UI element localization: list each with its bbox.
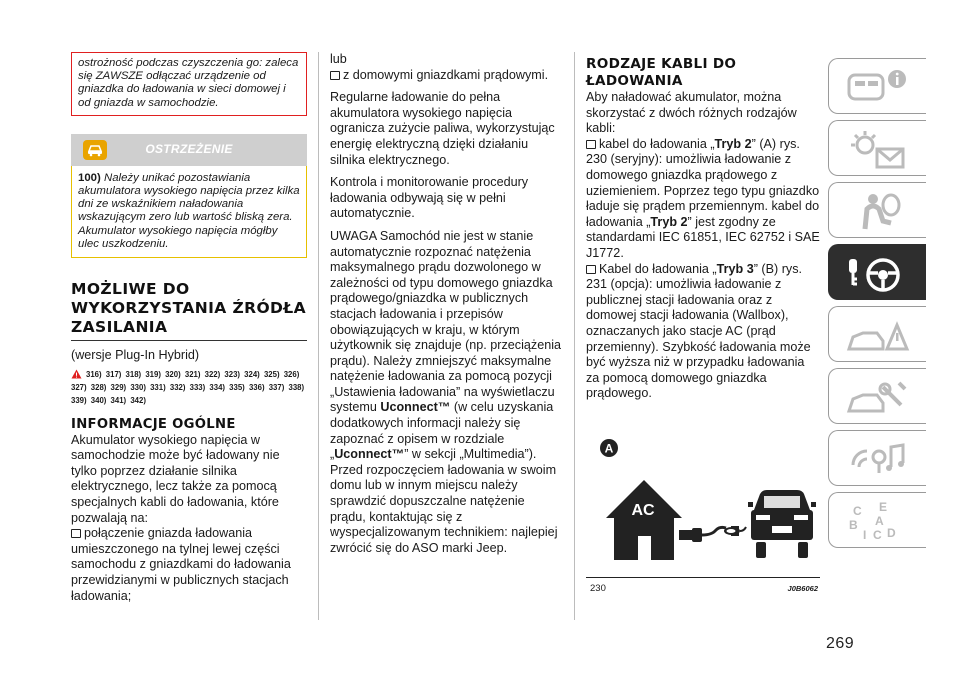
- car-rear-icon: [748, 490, 816, 558]
- list-item-text: z domowymi gniazdkami prądowymi.: [343, 67, 549, 82]
- list-item: [586, 262, 820, 402]
- warning-number: 100): [78, 171, 101, 184]
- section-heading: RODZAJE KABLI DO ŁADOWANIA: [586, 56, 737, 89]
- warning-triangle-icon: [71, 369, 82, 379]
- list-item-text: ” (A) rys. 230 (seryjny): umożliwia ładowanie z domowego gniazdka prądowego z uziemieniem. Poprzez tego typu gniazdko ładuje się prądem przemiennym. kabel do ładowania „: [586, 136, 820, 229]
- paragraph-text: (w celu uzyskania dodatkowych informacji należy się zapoznać z opisem w rozdziale „: [330, 400, 554, 462]
- paragraph: [330, 229, 562, 556]
- safety-airbag-icon: [843, 189, 913, 233]
- charging-cable-icon: [679, 526, 746, 542]
- caution-note-box: [71, 52, 307, 116]
- starting-driving-icon: [843, 251, 913, 295]
- mode-term: Tryb 2: [650, 214, 688, 229]
- tab-safety[interactable]: [828, 182, 926, 238]
- figure-caption: [586, 578, 820, 594]
- dashboard-info-icon: [843, 65, 913, 109]
- list-item: [330, 68, 562, 84]
- svg-text:E: E: [879, 500, 888, 514]
- svg-text:C: C: [853, 504, 862, 518]
- service-maintenance-icon: [843, 375, 913, 419]
- list-item-text: kabel do ładowania „: [599, 136, 715, 151]
- tab-index[interactable]: [828, 492, 926, 548]
- column-middle: [330, 52, 562, 556]
- section-subtitle: (wersje Plug-In Hybrid): [71, 348, 200, 363]
- warning-text: Należy unikać pozostawiania akumulatora wysokiego napięcia przez kilka dni ze wskaźnikiem naładowania wskazującym zero lub wartość bliską zera. Akumulator wysokiego napięcia mógłby ulec uszkodzeniu.: [78, 171, 300, 250]
- reference-numbers: 316) 317) 318) 319) 320) 321) 322) 323) 324) 325) 326) 327) 328) 329) 330) 331) 332) 333) 334) 335) 336) 337) 338) 339) 340) 341) 342): [71, 369, 305, 405]
- paragraph: Regularne ładowanie do pełna akumulatora wysokiego napięcia ogranicza zużycie paliwa, wykorzystując energię elektryczną dzięki działaniu silnika elektrycznego.: [330, 90, 555, 167]
- subsection-heading: INFORMACJE OGÓLNE: [71, 416, 236, 432]
- checkbox-bullet-icon: [330, 71, 340, 80]
- column-right: [586, 52, 820, 594]
- mode-term: Tryb 3: [716, 261, 754, 276]
- house-socket-icon: [606, 480, 682, 560]
- paragraph: Aby naładować akumulator, można skorzystać z dwóch różnych rodzajów kabli:: [586, 90, 797, 136]
- column-left: [71, 52, 307, 604]
- warning-title: OSTRZEŻENIE: [145, 141, 233, 156]
- column-divider: [574, 52, 575, 620]
- figure-number: 230: [590, 582, 606, 594]
- checkbox-bullet-icon: [586, 265, 596, 274]
- paragraph: Kontrola i monitorowanie procedury ładowania odbywają się w pełni automatycznie.: [330, 175, 529, 221]
- multimedia-icon: [843, 437, 913, 481]
- checkbox-bullet-icon: [71, 529, 81, 538]
- chapter-tabs: [828, 58, 926, 554]
- tab-service[interactable]: [828, 368, 926, 424]
- svg-text:A: A: [875, 514, 884, 528]
- uconnect-term: Uconnect™: [334, 447, 405, 462]
- house-label: AC: [631, 501, 655, 519]
- paragraph-text: UWAGA Samochód nie jest w stanie automatycznie rozpoznać natężenia maksymalnego prądu dozwolonego w zależności od typu domowego gniazdka prądowego/gniazdka w publicznych stacjach ładowania i przepisów obowiązujących w kraju, w którym użytkownik się znajduje (np. przeciążenia prądu). Należy zmniejszyć maksymalne natężenie ładowania za pomocą pozycji „Ustawienia ładowania” na wyświetlaczu systemu: [330, 228, 562, 415]
- warning-references: [71, 368, 307, 407]
- mode-term: Tryb 2: [714, 136, 752, 151]
- figure-badge: A: [604, 441, 614, 456]
- list-item: [71, 526, 307, 604]
- svg-text:D: D: [887, 526, 896, 540]
- tab-emergency[interactable]: [828, 306, 926, 362]
- page-number: 269: [826, 635, 855, 652]
- tab-dashboard[interactable]: [828, 58, 926, 114]
- section-heading: MOŻLIWE DO WYKORZYSTANIA ŹRÓDŁA ZASILANIA: [71, 280, 307, 341]
- warning-header: [71, 134, 307, 166]
- figure-code: J0B6062: [787, 583, 818, 593]
- paragraph: Akumulator wysokiego napięcia w samochodzie może być ładowany nie tylko poprzez działanie silnika elektrycznego, lecz także za pomocą specjalnych kabli do ładowania, które pozwalają na:: [71, 432, 280, 525]
- emergency-icon: [843, 313, 913, 357]
- figure-illustration: [586, 414, 820, 578]
- list-item-text: połączenie gniazda ładowania umieszczonego na tylnej lewej części samochodu z gniazdkami do ładowania przewidzianymi w publicznych stacjach ładowania;: [71, 526, 291, 603]
- svg-text:B: B: [849, 518, 858, 532]
- lights-messages-icon: [843, 127, 913, 171]
- warning-body: [71, 166, 307, 258]
- tab-lights-messages[interactable]: [828, 120, 926, 176]
- svg-text:C: C: [873, 528, 882, 542]
- paragraph: lub: [330, 52, 347, 66]
- list-item-text: Kabel do ładowania „: [599, 261, 717, 276]
- svg-text:I: I: [863, 528, 867, 542]
- tab-multimedia[interactable]: [828, 430, 926, 486]
- paragraph-text: ” w sekcji „Multimedia”). Przed rozpoczęciem ładowania w swoim domu lub w innym miejscu należy sprawdzić dopuszczalne natężenie prądu, kontaktując się z wyspecjalizowanym technikiem: najlepiej zwrócić się do ASO marki Jeep.: [330, 447, 558, 555]
- uconnect-term: Uconnect™: [380, 400, 451, 415]
- list-item-text: ” jest zgodny ze standardami IEC 61851, IEC 62752 i SAE J1772.: [586, 214, 820, 260]
- figure-charging-cable: [586, 414, 820, 578]
- index-icon: [843, 499, 913, 543]
- tab-starting-driving[interactable]: [828, 244, 926, 300]
- column-divider: [318, 52, 319, 620]
- checkbox-bullet-icon: [586, 140, 596, 149]
- list-item-text: ” (B) rys. 231 (opcja): umożliwia ładowanie z publicznej stacji ładowania oraz z domowej stacji ładowania (Wallbox), oznaczanych jako stacje AC (prąd przemienny). Szybkość ładowania może być wyższa niż w przypadku ładowania za pomocą domowego gniazdka prądowego.: [586, 261, 811, 401]
- caution-note-text: ostrożność podczas czyszczenia go: zaleca się ZAWSZE odłączać urządzenie od gniazdka do ładowania w sieci domowej i od gniazda w samochodzie.: [78, 57, 299, 109]
- list-item: [586, 137, 820, 262]
